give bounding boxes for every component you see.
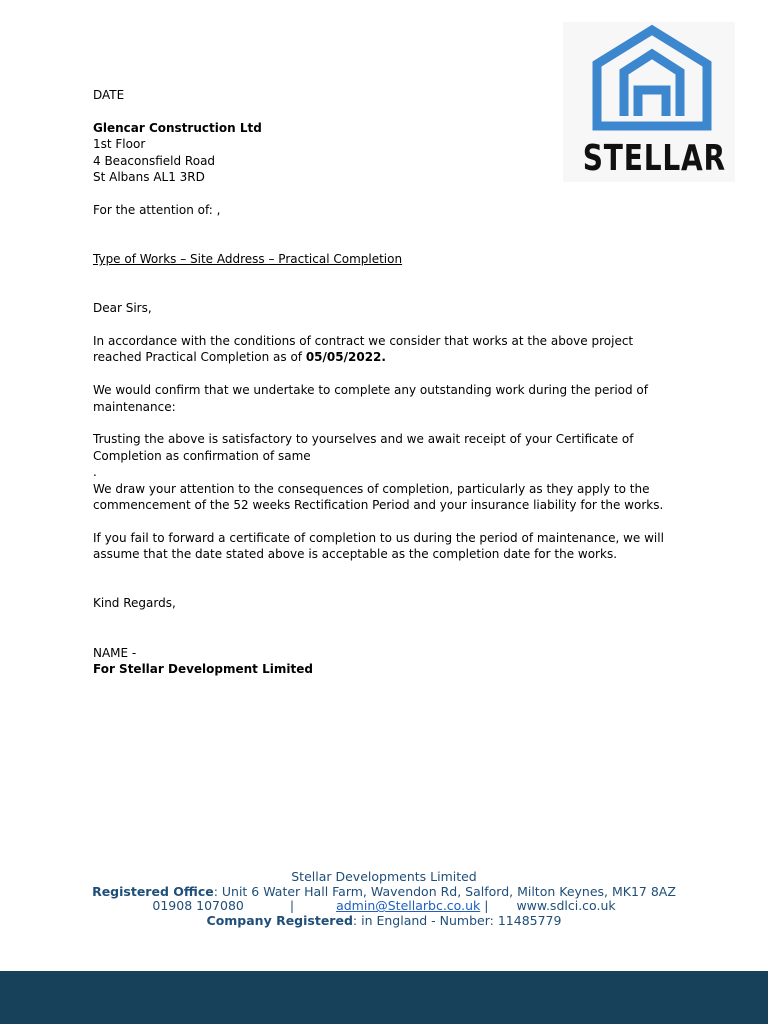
footer-separator: |: [289, 898, 295, 914]
company-registered-value: : in England - Number: 11485779: [352, 912, 562, 928]
paragraph-completion-text: In accordance with the conditions of contract we consider that works at the above project reached Practical Completion as of: [93, 334, 634, 365]
letter-body: [93, 87, 673, 677]
signatory-name: NAME -: [93, 645, 137, 660]
paragraph-consequences: We draw your attention to the consequences of completion, particularly as they apply to the commencement of the 52 weeks Rectification Period and your insurance liability for the works.: [93, 481, 664, 513]
footer-contact-line: [0, 899, 768, 914]
footer-email-link[interactable]: admin@Stellarbc.co.uk: [336, 898, 481, 914]
recipient-address-line-2: 4 Beaconsfield Road: [93, 153, 216, 168]
date-line: DATE: [93, 88, 125, 102]
stray-dot: .: [93, 465, 97, 480]
recipient-address-line-1: 1st Floor: [93, 137, 146, 152]
company-registered-label: Company Registered: [206, 912, 353, 928]
footer-separator: |: [484, 898, 489, 914]
attention-line: For the attention of: ,: [93, 202, 221, 217]
registered-office-address: : Unit 6 Water Hall Farm, Wavendon Rd, Salford, Milton Keynes, MK17 8AZ: [213, 883, 676, 899]
logo-wordmark: STELLAR: [582, 138, 726, 179]
recipient-company: Glencar Construction Ltd: [93, 120, 262, 135]
recipient-address-line-3: St Albans AL1 3RD: [93, 170, 205, 185]
footer-registered-office: [0, 885, 768, 900]
paragraph-certificate: Trusting the above is satisfactory to yourselves and we await receipt of your Certificate of Completion as confirmation of same: [93, 432, 634, 463]
paragraph-acceptance: If you fail to forward a certificate of completion to us during the period of maintenance, we will assume that the date stated above is acceptable as the completion date for the works.: [93, 530, 664, 562]
subject-line: Type of Works – Site Address – Practical Completion: [93, 252, 403, 267]
letterhead-footer: [0, 870, 768, 928]
footer-company-name: Stellar Developments Limited: [291, 869, 477, 884]
completion-date: 05/05/2022.: [305, 350, 386, 365]
footer-phone: 01908 107080: [152, 898, 244, 914]
footer-color-bar: [0, 971, 768, 1024]
salutation: Dear Sirs,: [93, 301, 152, 316]
closing: Kind Regards,: [93, 596, 176, 611]
paragraph-maintenance: We would confirm that we undertake to complete any outstanding work during the period of maintenance:: [93, 383, 648, 414]
registered-office-label: Registered Office: [92, 883, 214, 899]
footer-website: www.sdlci.co.uk: [516, 898, 616, 914]
paragraph-completion: [93, 333, 673, 366]
footer-company-registration: [0, 914, 768, 929]
signoff-company: For Stellar Development Limited: [93, 662, 313, 677]
